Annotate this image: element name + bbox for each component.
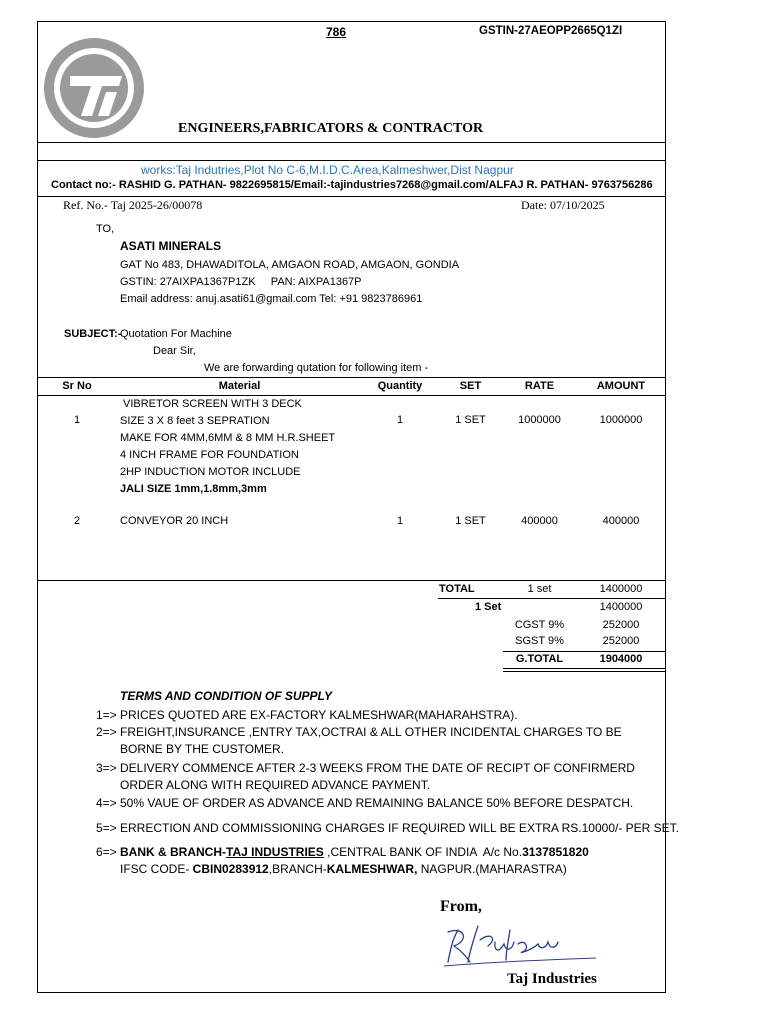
total-set: 1 set (527, 583, 552, 595)
works-address: works:Taj Indutries,Plot No C-6,M.I.D.C.Area,Kalmeshwer,Dist Nagpur (141, 163, 514, 177)
term-line: BORNE BY THE CUSTOMER. (120, 742, 285, 756)
row2-rate: 400000 (521, 515, 558, 527)
term-line: 50% VAUE OF ORDER AS ADVANCE AND REMAINING BALANCE 50% BEFORE DESPATCH. (120, 796, 634, 810)
term-num: 5=> (96, 821, 117, 835)
contact-line: Contact no:- RASHID G. PATHAN- 9822695815/Email:-tajindustries7268@gmail.com/ALFAJ R. PATHAN- 9763756286 (51, 179, 653, 191)
set-label: 1 Set (475, 601, 502, 613)
company-signoff: Taj Industries (507, 971, 597, 987)
row1-material-line: VIBRETOR SCREEN WITH 3 DECK (123, 398, 302, 410)
term-num: 1=> (96, 708, 117, 722)
row1-material-jali: JALI SIZE 1mm,1.8mm,3mm (120, 483, 267, 495)
recipient-address: GAT No 483, DHAWADITOLA, AMGAON ROAD, AMGAON, GONDIA (120, 259, 460, 271)
bank-line (120, 845, 589, 859)
company-title: ENGINEERS,FABRICATORS & CONTRACTOR (178, 121, 484, 136)
date: Date: 07/10/2025 (521, 198, 605, 212)
row1-qty: 1 (396, 414, 404, 426)
row2-amount: 400000 (602, 515, 640, 527)
recipient-email-tel: Email address: anuj.asati61@gmail.com Tel: +91 9823786961 (120, 293, 423, 305)
signature (440, 920, 600, 972)
bank-mid: ,CENTRAL BANK OF INDIA A/c No. (323, 845, 523, 859)
row1-material (120, 396, 336, 498)
sgst-amount: 252000 (602, 635, 640, 647)
ref-number: Ref. No.- Taj 2025-26/00078 (63, 198, 203, 212)
term-line: PRICES QUOTED ARE EX-FACTORY KALMESHWAR(MAHARAHSTRA). (120, 708, 518, 722)
col-header-rate: RATE (524, 380, 555, 392)
signature-icon (440, 920, 600, 972)
ifsc-code: CBIN0283912 (192, 862, 269, 876)
branch-city: NAGPUR.(MAHARASTRA) (417, 862, 567, 876)
term-line: ORDER ALONG WITH REQUIRED ADVANCE PAYMENT. (120, 778, 431, 792)
ifsc-label: IFSC CODE- (120, 862, 193, 876)
cgst-amount: 252000 (602, 619, 640, 631)
row1-rate: 1000000 (518, 414, 561, 426)
branch-label: ,BRANCH- (268, 862, 327, 876)
terms-heading: TERMS AND CONDITION OF SUPPLY (120, 689, 333, 703)
sgst-label: SGST 9% (515, 635, 564, 647)
row1-material-line: MAKE FOR 4MM,6MM & 8 MM H.R.SHEET (120, 432, 336, 444)
term-num: 3=> (96, 761, 117, 775)
col-header-quantity: Quantity (377, 380, 423, 392)
term-line: DELIVERY COMMENCE AFTER 2-3 WEEKS FROM THE DATE OF RECIPT OF CONFIRMERD (120, 761, 635, 775)
logo-icon (42, 36, 146, 140)
gstin: GSTIN-27AEOPP2665Q1ZI (479, 25, 623, 37)
gtotal-amount: 1904000 (599, 653, 643, 665)
to-label: TO, (96, 223, 115, 235)
row1-material-line: 2HP INDUCTION MOTOR INCLUDE (120, 466, 301, 478)
subject-label: SUBJECT:- (64, 328, 122, 340)
col-header-set: SET (459, 380, 482, 392)
row1-set: 1 SET (455, 414, 486, 426)
term-num: 4=> (96, 796, 117, 810)
row1-amount: 1000000 (599, 414, 643, 426)
term-num: 2=> (96, 725, 117, 739)
row1-material-line: SIZE 3 X 8 feet 3 SEPRATION (120, 415, 270, 427)
row2-set: 1 SET (455, 515, 486, 527)
col-header-srno: Sr No (62, 380, 92, 392)
salutation: Dear Sir, (153, 345, 196, 357)
col-header-amount: AMOUNT (596, 380, 646, 392)
recipient-name: ASATI MINERALS (120, 239, 222, 253)
total-label: TOTAL (439, 583, 475, 595)
bank-name: TAJ INDUSTRIES (226, 845, 324, 859)
row2-material: CONVEYOR 20 INCH (120, 515, 229, 527)
cgst-label: CGST 9% (514, 619, 565, 631)
recipient-gst-pan: GSTIN: 27AIXPA1367P1ZK PAN: AIXPA1367P (120, 276, 362, 288)
col-header-material: Material (218, 380, 261, 392)
row1-sr: 1 (73, 414, 81, 426)
number-786: 786 (326, 25, 347, 39)
intro-line: We are forwarding qutation for following item - (204, 362, 429, 374)
company-logo (42, 36, 146, 140)
branch-name: KALMESHWAR, (326, 862, 418, 876)
gtotal-label: G.TOTAL (515, 653, 564, 665)
ifsc-line (120, 862, 567, 876)
term-line: FREIGHT,INSURANCE ,ENTRY TAX,OCTRAI & ALL OTHER INCIDENTAL CHARGES TO BE (120, 725, 622, 739)
subject-text: Quotation For Machine (120, 328, 232, 340)
set-amount: 1400000 (599, 601, 643, 613)
row2-sr: 2 (73, 515, 81, 527)
row2-qty: 1 (396, 515, 404, 527)
total-amount: 1400000 (599, 583, 643, 595)
term-line: ERRECTION AND COMMISSIONING CHARGES IF REQUIRED WILL BE EXTRA RS.10000/- PER SET. (120, 821, 680, 835)
bank-account: 3137851820 (522, 845, 589, 859)
bank-label: BANK & BRANCH- (120, 845, 226, 859)
row1-material-line: 4 INCH FRAME FOR FOUNDATION (120, 449, 299, 461)
from-label: From, (440, 898, 482, 915)
bank-num: 6=> (96, 845, 117, 859)
